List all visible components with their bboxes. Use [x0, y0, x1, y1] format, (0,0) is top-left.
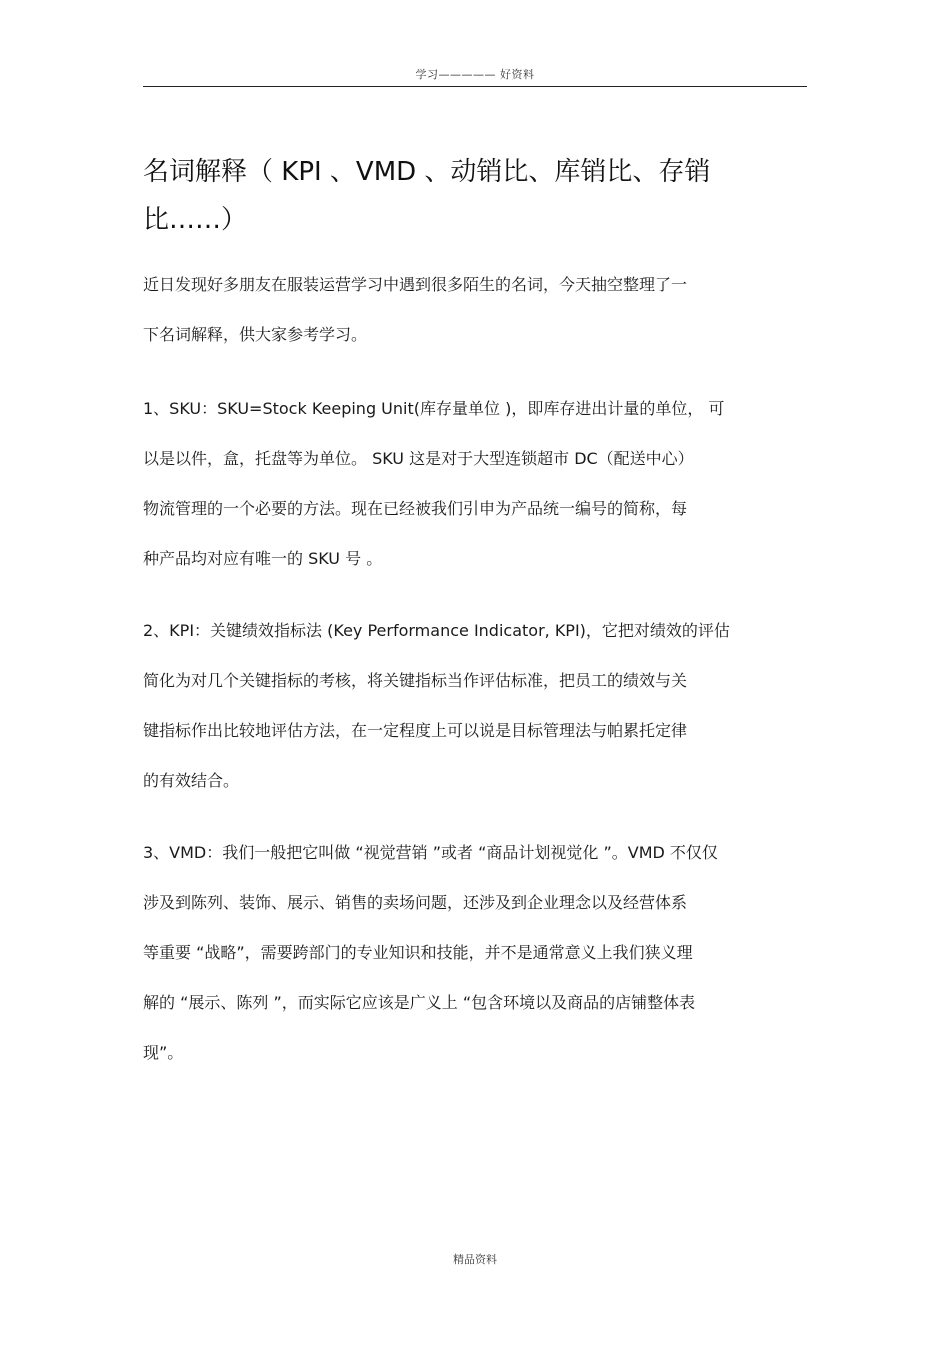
vmd-line-1: 3、VMD：我们一般把它叫做 “视觉营销 ”或者 “商品计划视觉化 ”。VMD 不仅仅 [143, 843, 718, 862]
kpi-paragraph [143, 606, 813, 806]
title-line-2: 比……） [143, 205, 248, 235]
title-line-1: 名词解释（ KPI 、VMD 、动销比、库销比、存销 [143, 157, 711, 187]
vmd-line-2: 涉及到陈列、装饰、展示、销售的卖场问题，还涉及到企业理念以及经营体系 [143, 893, 688, 912]
intro-paragraph [143, 260, 813, 360]
page-footer: 精品资料 [453, 1253, 497, 1266]
document-title [143, 148, 793, 244]
kpi-line-2: 简化为对几个关键指标的考核，将关键指标当作评估标准，把员工的绩效与关 [143, 671, 688, 690]
sku-line-1: 1、SKU：SKU=Stock Keeping Unit(库存量单位 )，即库存进出计量的单位， 可 [143, 399, 725, 418]
intro-line-1: 近日发现好多朋友在服装运营学习中遇到很多陌生的名词，今天抽空整理了一 [143, 275, 688, 294]
vmd-line-3: 等重要 “战略”，需要跨部门的专业知识和技能，并不是通常意义上我们狭义理 [143, 943, 693, 962]
kpi-line-3: 键指标作出比较地评估方法，在一定程度上可以说是目标管理法与帕累托定律 [143, 721, 688, 740]
vmd-paragraph [143, 828, 813, 1078]
vmd-line-5: 现”。 [143, 1043, 184, 1062]
sku-paragraph [143, 384, 813, 584]
sku-line-2: 以是以件，盒，托盘等为单位。 SKU 这是对于大型连锁超市 DC（配送中心） [143, 449, 694, 468]
header-divider [143, 86, 807, 87]
page-header: 学习————— 好资料 [415, 68, 535, 81]
kpi-line-1: 2、KPI：关键绩效指标法 (Key Performance Indicator, KPI)，它把对绩效的评估 [143, 621, 730, 640]
kpi-line-4: 的有效结合。 [143, 771, 240, 790]
vmd-line-4: 解的 “展示、陈列 ”，而实际它应该是广义上 “包含环境以及商品的店铺整体表 [143, 993, 696, 1012]
sku-line-4: 种产品均对应有唯一的 SKU 号 。 [143, 549, 383, 568]
sku-line-3: 物流管理的一个必要的方法。现在已经被我们引申为产品统一编号的简称，每 [143, 499, 688, 518]
intro-line-2: 下名词解释，供大家参考学习。 [143, 325, 368, 344]
